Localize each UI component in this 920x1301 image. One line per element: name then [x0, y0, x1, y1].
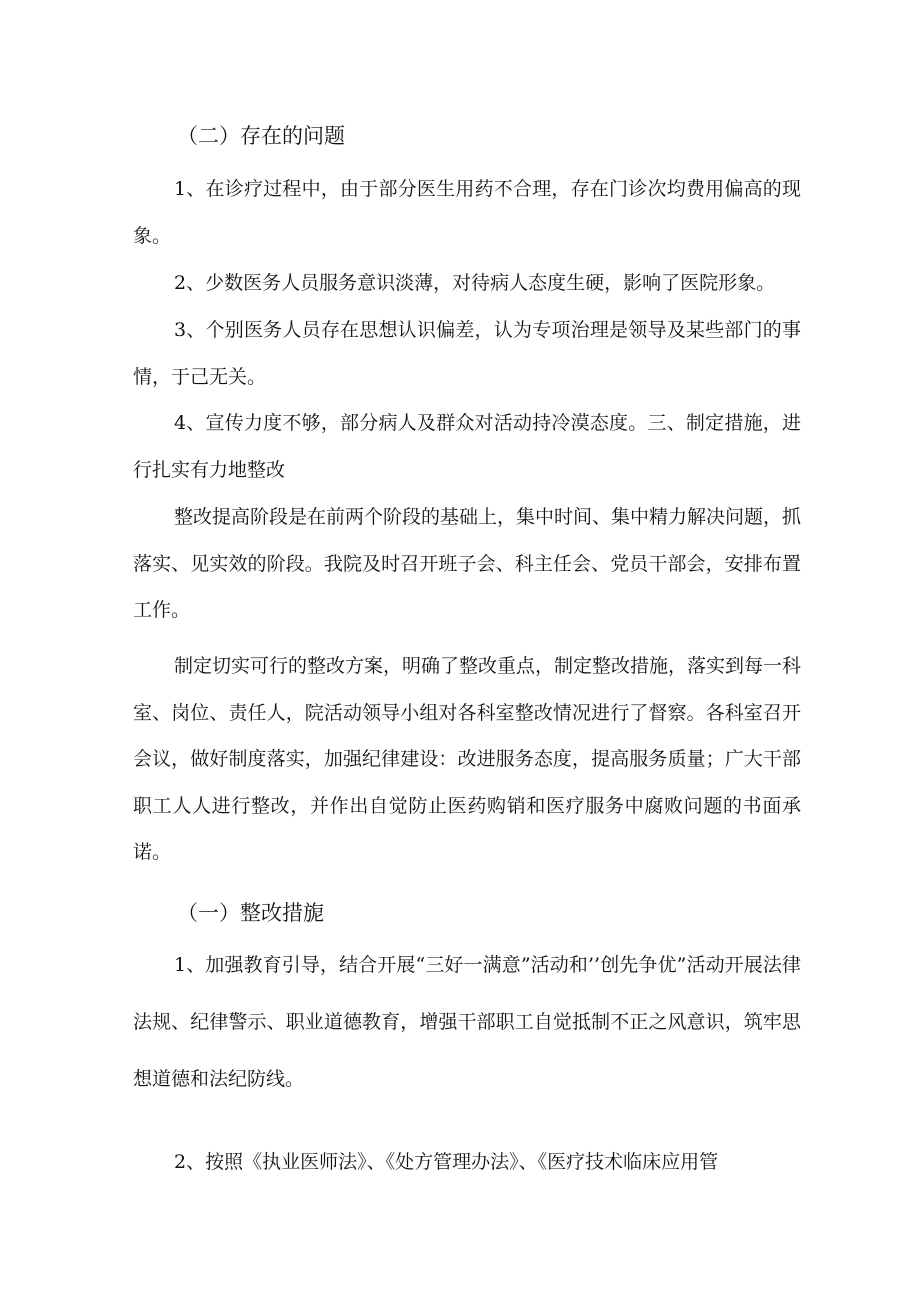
section-heading-measures: （一）整改措旎 — [177, 901, 324, 925]
section-heading-problems: （二）存在的问题 — [177, 124, 345, 148]
problem-item-4: 4、宣传力度不够，部分病人及群众对活动持冷漠态度。三、制定措施，进行扎实有力地整改 — [133, 412, 801, 481]
problem-item-2: 2、少数医务人员服务意识淡薄，对待病人态度生硬，影响了医院形象。 — [174, 272, 776, 294]
problem-item-1: 1、在诊疗过程中，由于部分医生用药不合理，存在门诊次均费用偏高的现象。 — [133, 178, 801, 247]
measure-item-2: 2、按照《执业医师法》、《处方管理办法》、《医疗技术临床应用管 — [174, 1151, 719, 1173]
body-paragraph-rectification-stage: 整改提高阶段是在前两个阶段的基础上，集中时间、集中精力解决问题，抓落实、见实效的阶段。我院及时召开班子会、科主任会、党员干部会，安排布置工作。 — [133, 506, 802, 621]
body-paragraph-rectification-plan: 制定切实可行的整改方案，明确了整改重点，制定整改措施，落实到每一科室、岗位、责任人，院活动领导小组对各科室整改情况进行了督察。各科室召开会议，做好制度落实，加强纪律建设：改进服务态度，提高服务质量；广大干部职工人人进行整改，并作出自觉防止医药购销和医疗服务中腐败问题的书面承诺。 — [133, 655, 802, 863]
measure-item-1: 1、加强教育引导，结合开展“三好一满意”活动和’’创先争优”活动开展法律法规、纪律警示、职业道德教育，增强干部职工自觉抵制不正之风意识，筑牢思想道德和法纪防线。 — [133, 954, 801, 1090]
problem-item-3: 3、个别医务人员存在思想认识偏差，认为专项治理是领导及某些部门的事情，于己无关。 — [133, 319, 801, 388]
